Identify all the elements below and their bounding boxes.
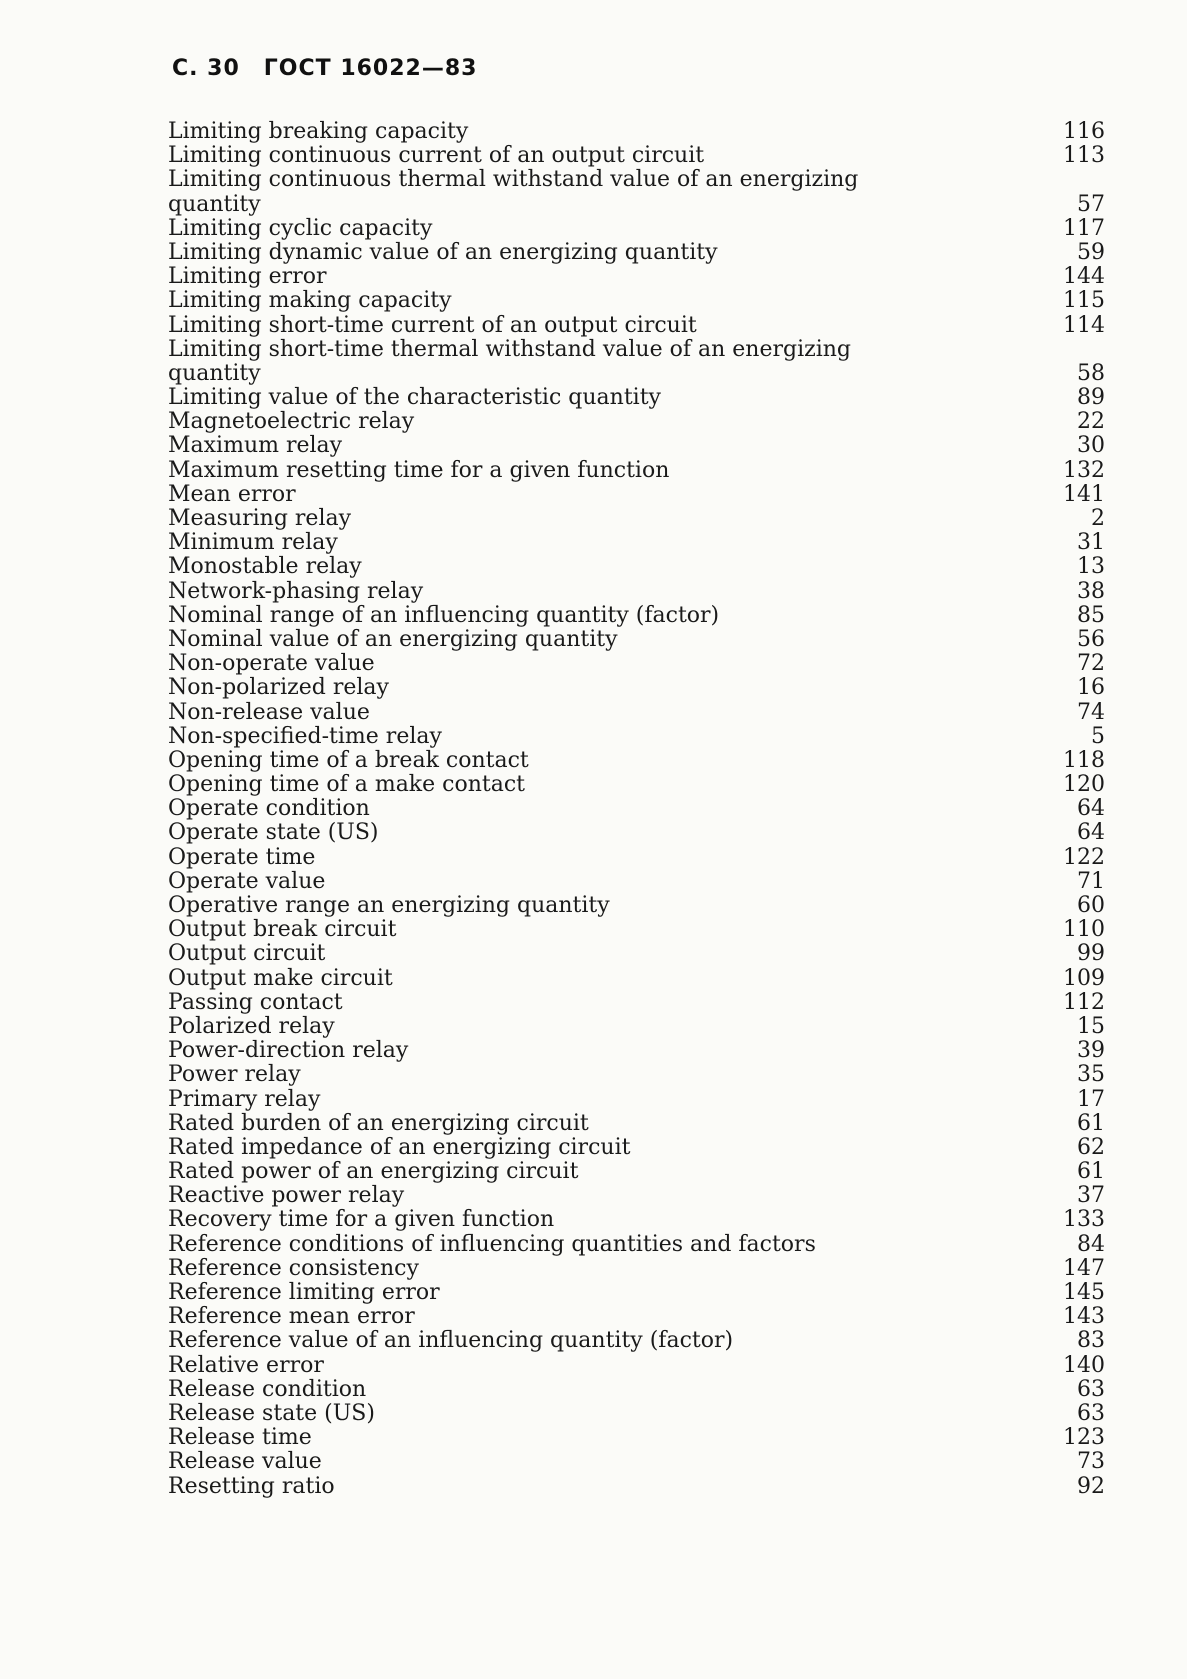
index-entry — [0, 1257, 1187, 1281]
index-entry — [0, 1354, 1187, 1378]
term-number: 61 — [1077, 1110, 1105, 1136]
index-entry — [0, 652, 1187, 676]
index-term: Polarized relay — [168, 1013, 335, 1039]
index-entry — [0, 1063, 1187, 1087]
index-term: Output circuit — [168, 941, 326, 967]
index-term: Operate time — [168, 844, 316, 870]
term-number: 5 — [1091, 723, 1105, 749]
index-entry — [0, 1475, 1187, 1499]
index-entry — [0, 1208, 1187, 1232]
term-number: 140 — [1063, 1352, 1105, 1378]
index-term: Reference consistency — [168, 1255, 419, 1281]
term-number: 60 — [1077, 893, 1105, 919]
term-number: 147 — [1063, 1255, 1105, 1281]
index-entry — [0, 991, 1187, 1015]
index-term: quantity — [168, 360, 261, 386]
index-entry — [0, 459, 1187, 483]
term-number: 115 — [1063, 288, 1105, 314]
index-entry — [0, 555, 1187, 579]
term-number: 71 — [1077, 868, 1105, 894]
index-entry — [0, 821, 1187, 845]
index-term: Monostable relay — [168, 554, 362, 580]
index-entry — [0, 314, 1187, 338]
term-number: 118 — [1063, 747, 1105, 773]
index-term: quantity — [168, 191, 261, 217]
term-number: 64 — [1077, 820, 1105, 846]
term-number: 110 — [1063, 917, 1105, 943]
index-term: Limiting cyclic capacity — [168, 215, 433, 241]
index-entry — [0, 942, 1187, 966]
index-entry — [0, 217, 1187, 241]
index-term: Measuring relay — [168, 506, 352, 532]
index-term: Limiting error — [168, 264, 327, 290]
index-entry — [0, 628, 1187, 652]
term-number: 73 — [1077, 1449, 1105, 1475]
term-number: 99 — [1077, 941, 1105, 967]
index-entry — [0, 749, 1187, 773]
index-term: Recovery time for a given function — [168, 1207, 555, 1233]
term-number: 13 — [1077, 554, 1105, 580]
index-entry — [0, 870, 1187, 894]
index-entry — [0, 701, 1187, 725]
index-term: Resetting ratio — [168, 1473, 335, 1499]
term-number: 63 — [1077, 1376, 1105, 1402]
index-term: Maximum relay — [168, 433, 343, 459]
term-number: 113 — [1063, 143, 1105, 169]
index-term: Limiting value of the characteristic quantity — [168, 385, 661, 411]
term-number: 122 — [1063, 844, 1105, 870]
index-entry — [0, 386, 1187, 410]
term-number: 56 — [1077, 626, 1105, 652]
term-number: 141 — [1063, 481, 1105, 507]
term-number: 112 — [1063, 989, 1105, 1015]
term-number: 64 — [1077, 796, 1105, 822]
index-entry — [0, 144, 1187, 168]
index-entry — [0, 434, 1187, 458]
term-number: 22 — [1077, 409, 1105, 435]
index-term: Limiting continuous current of an output circuit — [168, 143, 705, 169]
index-entry — [0, 1281, 1187, 1305]
index-entry — [0, 773, 1187, 797]
index-entry — [0, 265, 1187, 289]
index-term: Non-polarized relay — [168, 675, 389, 701]
index-term: Release state (US) — [168, 1400, 375, 1426]
index-entry — [0, 1136, 1187, 1160]
index-term: Operate state (US) — [168, 820, 379, 846]
index-term: Nominal range of an influencing quantity (factor) — [168, 602, 720, 628]
index-entry — [0, 1305, 1187, 1329]
index-entry — [0, 507, 1187, 531]
index-term: Operate value — [168, 868, 326, 894]
term-number: 61 — [1077, 1159, 1105, 1185]
index-entry — [0, 918, 1187, 942]
index-entry — [0, 531, 1187, 555]
index-term: Reference conditions of influencing quantities and factors — [168, 1231, 816, 1257]
index-entry — [0, 676, 1187, 700]
index-term: Opening time of a make contact — [168, 772, 526, 798]
index-entry — [0, 1015, 1187, 1039]
term-number: 31 — [1077, 530, 1105, 556]
term-number: 114 — [1063, 312, 1105, 338]
index-term: Limiting making capacity — [168, 288, 452, 314]
index-term: Power relay — [168, 1062, 301, 1088]
index-term: Reference value of an influencing quantity (factor) — [168, 1328, 734, 1354]
index-entry — [0, 580, 1187, 604]
term-number: 123 — [1063, 1425, 1105, 1451]
term-number: 59 — [1077, 239, 1105, 265]
index-entry — [0, 1112, 1187, 1136]
index-term: Release value — [168, 1449, 322, 1475]
term-number: 84 — [1077, 1231, 1105, 1257]
term-number: 109 — [1063, 965, 1105, 991]
index-term: Non-operate value — [168, 651, 375, 677]
term-number: 92 — [1077, 1473, 1105, 1499]
term-number: 35 — [1077, 1062, 1105, 1088]
index-term: Release time — [168, 1425, 312, 1451]
index-term: Power-direction relay — [168, 1038, 409, 1064]
term-number: 17 — [1077, 1086, 1105, 1112]
index-term: Limiting short-time current of an output circuit — [168, 312, 697, 338]
index-entry — [0, 1233, 1187, 1257]
index-entry — [0, 1378, 1187, 1402]
page-header — [172, 56, 477, 81]
index-term: Operate condition — [168, 796, 370, 822]
index-term: Network-phasing relay — [168, 578, 424, 604]
index-term: Operative range an energizing quantity — [168, 893, 610, 919]
index-term: Limiting continuous thermal withstand value of an energizing — [168, 167, 859, 193]
index-term: Magnetoelectric relay — [168, 409, 415, 435]
term-number: 133 — [1063, 1207, 1105, 1233]
index-entry — [0, 1039, 1187, 1063]
standard-number: ГОСТ 16022—83 — [263, 56, 478, 81]
index-term: Reference limiting error — [168, 1280, 440, 1306]
index-entry — [0, 289, 1187, 313]
index-term: Primary relay — [168, 1086, 321, 1112]
term-number: 57 — [1077, 191, 1105, 217]
term-index-list — [0, 120, 1187, 1499]
index-term: Relative error — [168, 1352, 324, 1378]
index-term: Release condition — [168, 1376, 367, 1402]
term-number: 2 — [1091, 506, 1105, 532]
index-term: Maximum resetting time for a given function — [168, 457, 670, 483]
index-term: Reference mean error — [168, 1304, 415, 1330]
index-term: Limiting short-time thermal withstand value of an energizing — [168, 336, 851, 362]
index-entry — [0, 168, 1187, 216]
index-term: Output make circuit — [168, 965, 393, 991]
index-entry — [0, 725, 1187, 749]
term-number: 63 — [1077, 1400, 1105, 1426]
term-number: 58 — [1077, 360, 1105, 386]
index-entry — [0, 1426, 1187, 1450]
index-term: Rated power of an energizing circuit — [168, 1159, 579, 1185]
index-term: Mean error — [168, 481, 296, 507]
term-number: 30 — [1077, 433, 1105, 459]
term-number: 117 — [1063, 215, 1105, 241]
term-number: 85 — [1077, 602, 1105, 628]
index-term: Reactive power relay — [168, 1183, 405, 1209]
index-entry — [0, 120, 1187, 144]
index-term: Output break circuit — [168, 917, 397, 943]
term-number: 16 — [1077, 675, 1105, 701]
index-entry — [0, 967, 1187, 991]
index-entry — [0, 797, 1187, 821]
index-term: Rated impedance of an energizing circuit — [168, 1134, 631, 1160]
term-number: 143 — [1063, 1304, 1105, 1330]
term-number: 74 — [1077, 699, 1105, 725]
index-entry — [0, 483, 1187, 507]
index-entry — [0, 1329, 1187, 1353]
index-term: Non-release value — [168, 699, 370, 725]
index-term: Limiting breaking capacity — [168, 119, 469, 144]
index-term: Minimum relay — [168, 530, 338, 556]
term-number: 144 — [1063, 264, 1105, 290]
index-term: Non-specified-time relay — [168, 723, 442, 749]
index-entry — [0, 241, 1187, 265]
term-number: 116 — [1063, 119, 1105, 144]
page-number: С. 30 — [172, 56, 240, 81]
index-entry — [0, 1088, 1187, 1112]
term-number: 145 — [1063, 1280, 1105, 1306]
term-number: 120 — [1063, 772, 1105, 798]
index-entry — [0, 604, 1187, 628]
index-term: Limiting dynamic value of an energizing quantity — [168, 239, 718, 265]
index-entry — [0, 846, 1187, 870]
index-entry — [0, 1160, 1187, 1184]
term-number: 62 — [1077, 1134, 1105, 1160]
term-number: 39 — [1077, 1038, 1105, 1064]
index-entry — [0, 338, 1187, 386]
index-term: Passing contact — [168, 989, 343, 1015]
index-entry — [0, 1450, 1187, 1474]
index-entry — [0, 1184, 1187, 1208]
index-entry — [0, 410, 1187, 434]
index-term: Opening time of a break contact — [168, 747, 529, 773]
term-number: 89 — [1077, 385, 1105, 411]
index-entry — [0, 894, 1187, 918]
term-number: 37 — [1077, 1183, 1105, 1209]
term-number: 83 — [1077, 1328, 1105, 1354]
term-number: 72 — [1077, 651, 1105, 677]
index-entry — [0, 1402, 1187, 1426]
term-number: 38 — [1077, 578, 1105, 604]
term-number: 132 — [1063, 457, 1105, 483]
index-term: Nominal value of an energizing quantity — [168, 626, 618, 652]
term-number: 15 — [1077, 1013, 1105, 1039]
index-term: Rated burden of an energizing circuit — [168, 1110, 589, 1136]
